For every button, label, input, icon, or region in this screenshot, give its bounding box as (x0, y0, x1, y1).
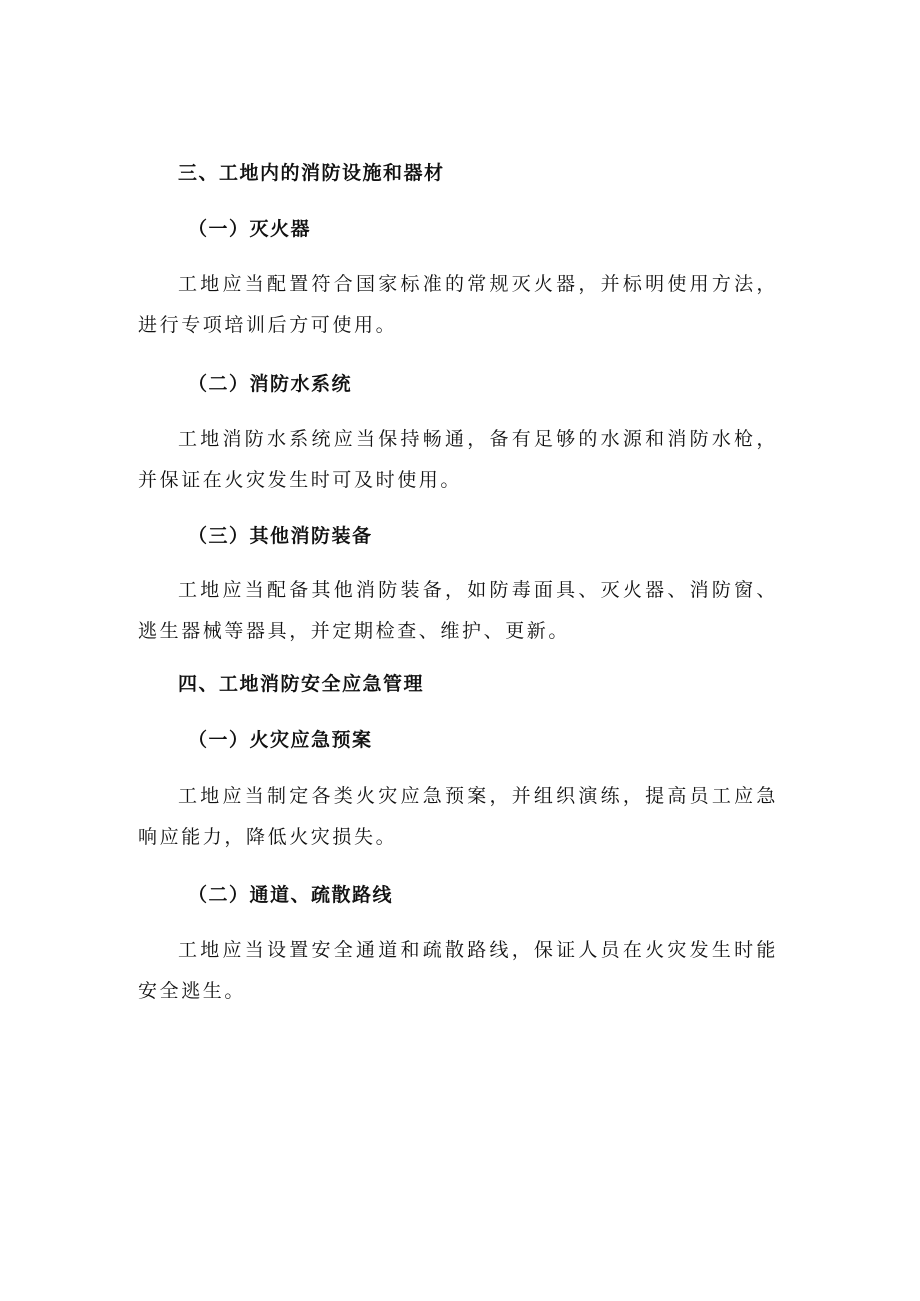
paragraph-water-system: 工地消防水系统应当保持畅通，备有足够的水源和消防水枪，并保证在火灾发生时可及时使用。 (138, 428, 778, 491)
paragraph-emergency-plan: 工地应当制定各类火灾应急预案，并组织演练，提高员工应急响应能力，降低火灾损失。 (138, 785, 778, 848)
paragraph-evacuation: 工地应当设置安全通道和疏散路线，保证人员在火灾发生时能安全逃生。 (138, 939, 778, 1002)
subsection-heading-emergency-plan: （一）火灾应急预案 (188, 729, 373, 751)
subsection-heading-water-system: （二）消防水系统 (188, 373, 353, 395)
paragraph-extinguisher: 工地应当配置符合国家标准的常规灭火器，并标明使用方法，进行专项培训后方可使用。 (138, 273, 778, 336)
subsection-heading-other-equipment: （三）其他消防装备 (188, 525, 373, 547)
subsection-heading-evacuation: （二）通道、疏散路线 (188, 884, 394, 906)
section-heading-3: 三、工地内的消防设施和器材 (178, 162, 445, 184)
subsection-heading-extinguisher: （一）灭火器 (188, 218, 312, 240)
paragraph-other-equipment: 工地应当配备其他消防装备，如防毒面具、灭火器、消防窗、逃生器械等器具，并定期检查、维护、更新。 (138, 579, 778, 642)
section-heading-4: 四、工地消防安全应急管理 (178, 673, 425, 695)
